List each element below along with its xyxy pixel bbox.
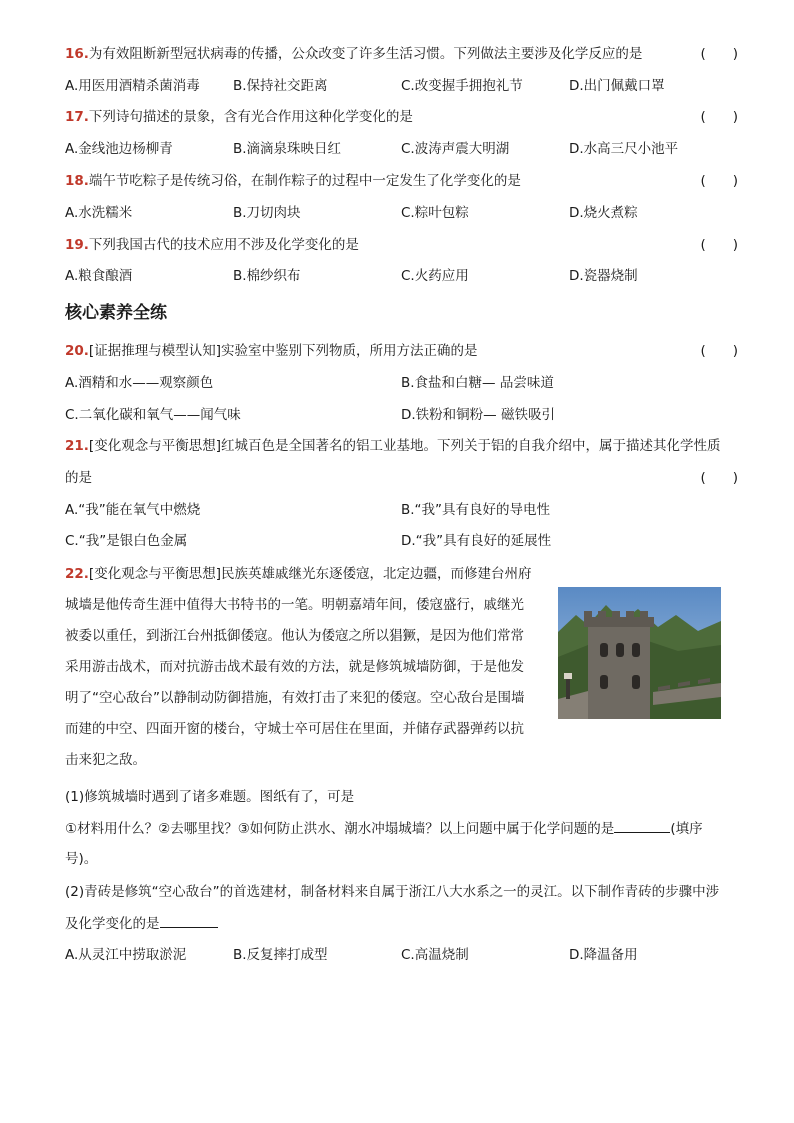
option-c: C.波涛声震大明湖 xyxy=(401,141,510,157)
question-text: 端午节吃粽子是传统习俗，在制作粽子的过程中一定发生了化学变化的是 xyxy=(88,173,521,189)
question-number: 21. xyxy=(65,438,89,454)
question-number: 20. xyxy=(65,343,89,359)
option-a: A.“我”能在氧气中燃烧 xyxy=(65,502,201,518)
option-a: A.酒精和水——观察颜色 xyxy=(65,375,214,391)
option-d: D.瓷器烧制 xyxy=(569,268,638,284)
answer-parentheses: ( ) xyxy=(700,109,738,125)
option-c: C.高温烧制 xyxy=(401,947,469,963)
option-b: B.棉纱织布 xyxy=(233,268,301,284)
answer-parentheses: ( ) xyxy=(700,237,738,253)
sub-question-1-end: 号)。 xyxy=(65,851,98,867)
passage-text: [变化观念与平衡思想]民族英雄戚继光东逐倭寇，北定边疆，而修建台州府 xyxy=(88,566,532,582)
watchtower-photo xyxy=(558,587,721,719)
question-22-passage-line: 明了“空心敌台”以静制动防御措施，有效打击了来犯的倭寇。空心敌台是围墙 xyxy=(65,690,525,706)
question-text: [变化观念与平衡思想]红城百色是全国著名的铝工业基地。下列关于铝的自我介绍中，属于描述其化学性质 xyxy=(88,438,721,454)
question-text: [证据推理与模型认知]实验室中鉴别下列物质，所用方法正确的是 xyxy=(88,343,478,359)
question-22-passage-line xyxy=(65,559,531,590)
section-heading: 核心素养全练 xyxy=(65,303,167,323)
question-text: 为有效阻断新型冠状病毒的传播，公众改变了许多生活习惯。下列做法主要涉及化学反应的是 xyxy=(88,46,643,62)
question-21-stem xyxy=(65,436,720,456)
option-a: A.水洗糯米 xyxy=(65,205,133,221)
answer-blank[interactable] xyxy=(614,818,670,833)
answer-parentheses: ( ) xyxy=(700,173,738,189)
sub-question-1-suffix: (填序 xyxy=(670,821,703,837)
answer-parentheses: ( ) xyxy=(700,470,738,486)
option-b: B.滴滴泉珠映日红 xyxy=(233,141,342,157)
option-d: D.降温备用 xyxy=(569,947,638,963)
question-19-stem xyxy=(65,235,359,255)
question-22-passage-line: 被委以重任，到浙江台州抵御倭寇。他认为倭寇之所以猖獗，是因为他们常常 xyxy=(65,628,524,644)
question-18-stem xyxy=(65,171,521,191)
option-b: B.保持社交距离 xyxy=(233,78,328,94)
option-c: C.火药应用 xyxy=(401,268,469,284)
option-c: C.二氧化碳和氧气——闻气味 xyxy=(65,407,241,423)
question-text: 下列诗句描述的景象，含有光合作用这种化学变化的是 xyxy=(88,109,413,125)
option-c: C.改变握手拥抱礼节 xyxy=(401,78,523,94)
question-20-stem xyxy=(65,341,477,361)
sub-question-2-text-cont xyxy=(65,913,218,934)
option-d: D.烧火煮粽 xyxy=(569,205,638,221)
option-d: D.出门佩戴口罩 xyxy=(569,78,665,94)
question-22-passage-line: 击来犯之敌。 xyxy=(65,752,146,768)
option-c: C.粽叶包粽 xyxy=(401,205,469,221)
option-b: B.食盐和白糖— 品尝味道 xyxy=(401,375,554,391)
sub-question-1-prompt: ①材料用什么？②去哪里找？③如何防止洪水、潮水冲塌城墙？以上问题中属于化学问题的是 xyxy=(65,821,615,837)
question-number: 16. xyxy=(65,46,89,62)
option-d: D.铁粉和铜粉— 磁铁吸引 xyxy=(401,407,555,423)
option-a: A.从灵江中捞取淤泥 xyxy=(65,947,187,963)
question-number: 18. xyxy=(65,173,89,189)
option-c: C.“我”是银白色金属 xyxy=(65,533,188,549)
sub-question-2-prompt: 及化学变化的是 xyxy=(65,916,160,932)
answer-parentheses: ( ) xyxy=(700,343,738,359)
question-22-passage-line: 采用游击战术，而对抗游击战术最有效的方法，就是修筑城墙防御，于是他发 xyxy=(65,659,524,675)
answer-parentheses: ( ) xyxy=(700,46,738,62)
question-number: 17. xyxy=(65,109,89,125)
option-a: A.粮食酿酒 xyxy=(65,268,133,284)
option-a: A.用医用酒精杀菌消毒 xyxy=(65,78,200,94)
question-text: 下列我国古代的技术应用不涉及化学变化的是 xyxy=(88,237,359,253)
sub-question-2-text: (2)青砖是修筑“空心敌台”的首选建材，制备材料来自属于浙江八大水系之一的灵江。以下制作青砖的步骤中涉 xyxy=(65,884,720,900)
answer-blank[interactable] xyxy=(160,913,218,928)
option-b: B.反复摔打成型 xyxy=(233,947,328,963)
option-d: D.“我”具有良好的延展性 xyxy=(401,533,552,549)
option-b: B.刀切肉块 xyxy=(233,205,301,221)
question-17-stem xyxy=(65,107,413,127)
question-21-stem-cont: 的是 xyxy=(65,470,92,486)
sub-question-1-title: (1)修筑城墙时遇到了诸多难题。图纸有了，可是 xyxy=(65,789,355,805)
question-22-passage-line: 而建的中空、四面开窗的楼台，守城士卒可居住在里面，并储存武器弹药以抗 xyxy=(65,721,524,737)
question-16-stem xyxy=(65,44,642,64)
question-22-passage-line: 城墙是他传奇生涯中值得大书特书的一笔。明朝嘉靖年间，倭寇盛行，戚继光 xyxy=(65,597,524,613)
sub-question-1-text xyxy=(65,818,703,839)
question-number: 19. xyxy=(65,237,89,253)
option-a: A.金线池边杨柳青 xyxy=(65,141,173,157)
option-b: B.“我”具有良好的导电性 xyxy=(401,502,551,518)
option-d: D.水高三尺小池平 xyxy=(569,141,679,157)
question-number: 22. xyxy=(65,566,89,582)
